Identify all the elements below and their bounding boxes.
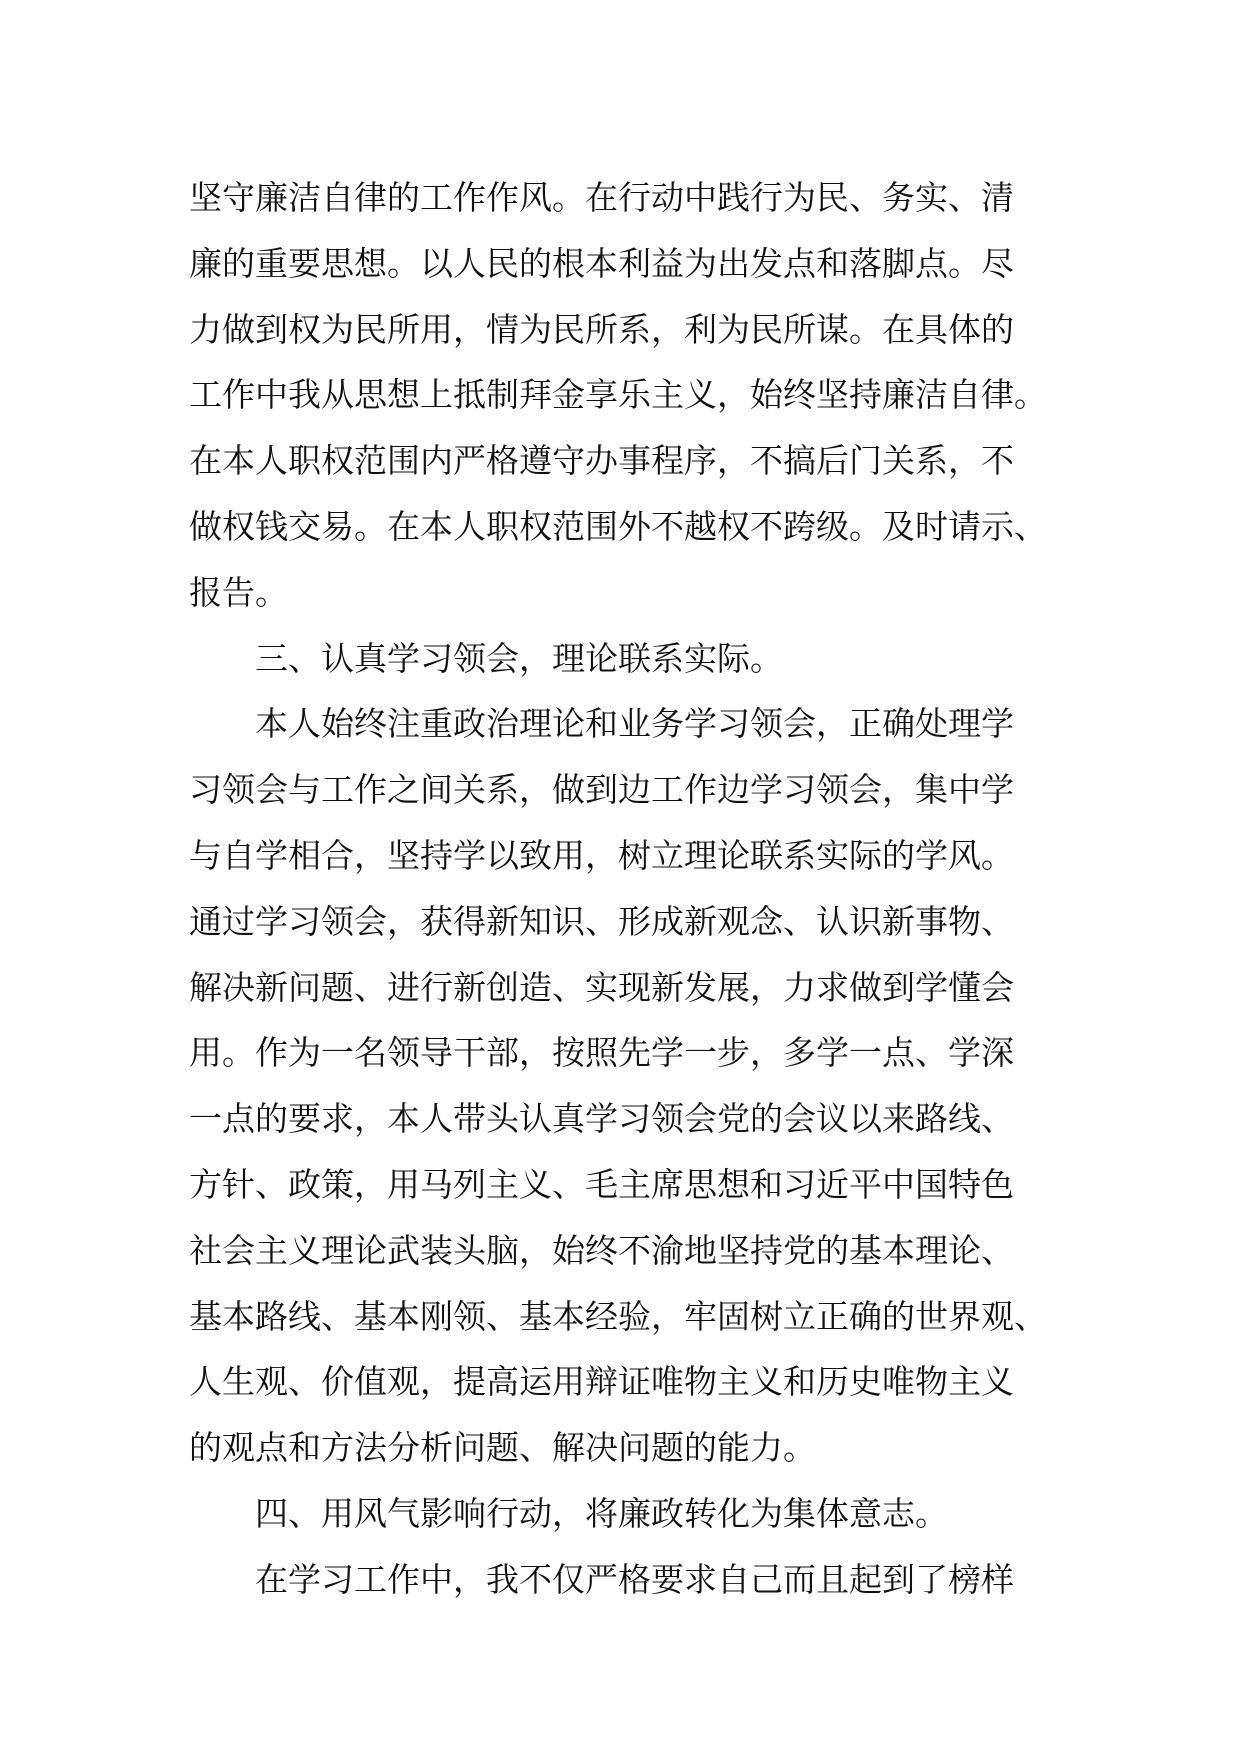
text-line: 解决新问题、进行新创造、实现新发展，力求做到学懂会 [189,967,1014,1007]
text-line: 人生观、价值观，提高运用辩证唯物主义和历史唯物主义 [189,1362,1014,1402]
text-line: 在本人职权范围内严格遵守办事程序，不搞后门关系，不 [189,441,1014,481]
text-line: 报告。 [189,572,288,612]
text-line: 廉的重要思想。以人民的根本利益为出发点和落脚点。尽 [189,243,1014,283]
text-line: 本人始终注重政治理论和业务学习领会，正确处理学 [255,704,1014,744]
text-line: 的观点和方法分析问题、解决问题的能力。 [189,1428,816,1468]
text-line: 坚守廉洁自律的工作作风。在行动中践行为民、务实、清 [189,178,1014,217]
text-line: 与自学相合，坚持学以致用，树立理论联系实际的学风。 [189,835,1014,875]
body-text [189,165,1069,1613]
text-line: 做权钱交易。在本人职权范围外不越权不跨级。及时请示、 [189,506,1047,546]
text-line: 一点的要求，本人带头认真学习领会党的会议以来路线、 [189,1099,1014,1139]
text-line: 在学习工作中，我不仅严格要求自己而且起到了榜样 [255,1559,1014,1599]
text-line: 力做到权为民所用，情为民所系，利为民所谋。在具体的 [189,309,1014,349]
text-line: 社会主义理论武装头脑，始终不渝地坚持党的基本理论、 [189,1230,1014,1270]
text-line: 基本路线、基本刚领、基本经验，牢固树立正确的世界观、 [189,1296,1047,1336]
text-line: 方针、政策，用马列主义、毛主席思想和习近平中国特色 [189,1164,1014,1204]
text-line: 三、认真学习领会，理论联系实际。 [255,638,783,678]
text-line: 用。作为一名领导干部，按照先学一步，多学一点、学深 [189,1033,1014,1073]
text-line: 四、用风气影响行动，将廉政转化为集体意志。 [255,1493,948,1533]
text-line: 工作中我从思想上抵制拜金享乐主义，始终坚持廉洁自律。 [189,375,1047,415]
text-line: 习领会与工作之间关系，做到边工作边学习领会，集中学 [189,770,1014,810]
text-line: 通过学习领会，获得新知识、形成新观念、认识新事物、 [189,901,1014,941]
